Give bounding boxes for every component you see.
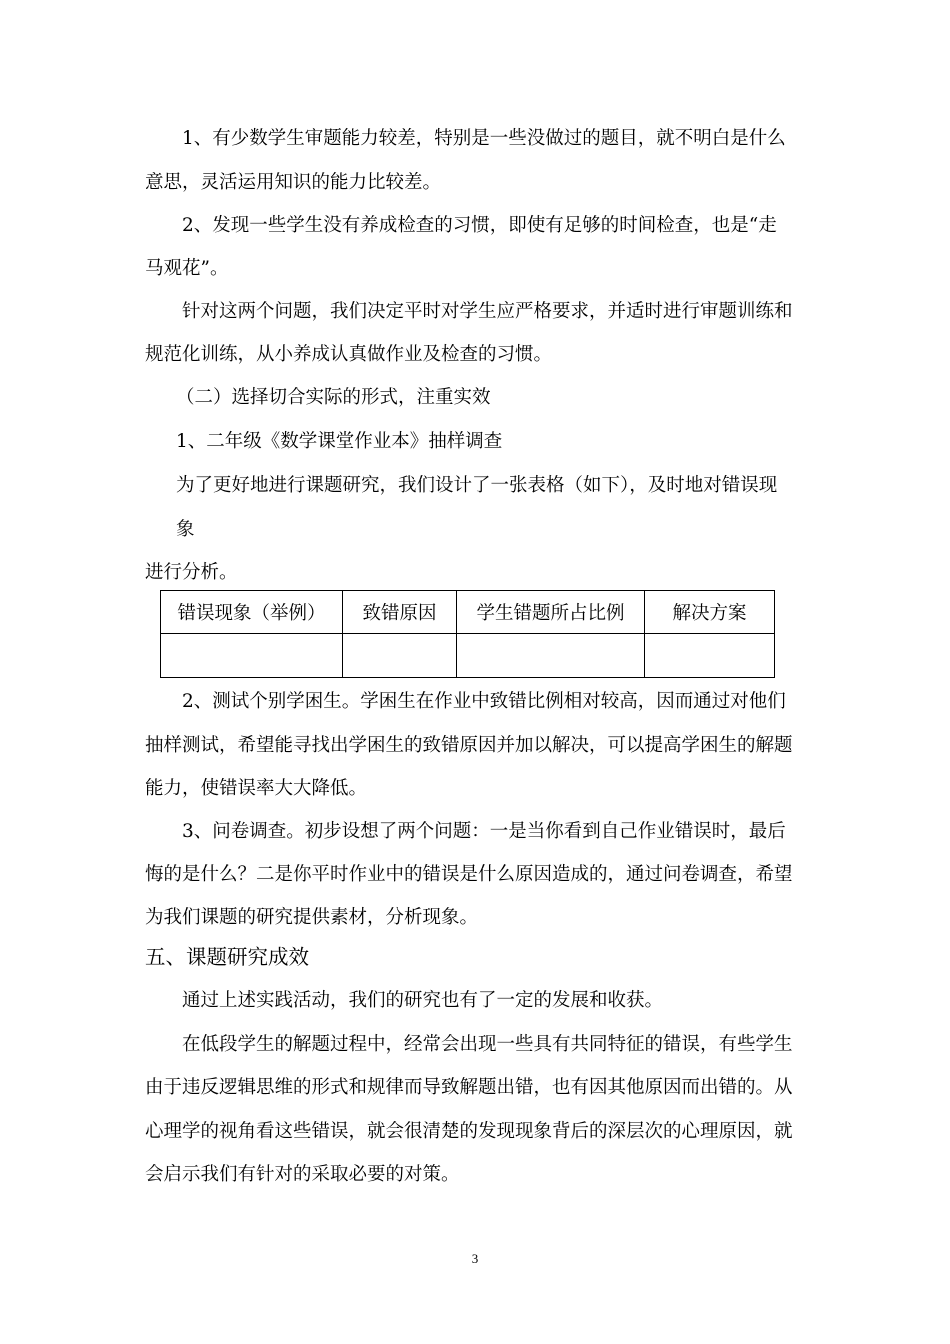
paragraph-line: 进行分析。 [145,562,238,583]
paragraph-line: 悔的是什么？二是你平时作业中的错误是什么原因造成的，通过问卷调查，希望 [145,864,793,885]
paragraph-line: 会启示我们有针对的采取必要的对策。 [145,1164,460,1185]
paragraph-line: 心理学的视角看这些错误，就会很清楚的发现现象背后的深层次的心理原因，就 [145,1121,793,1142]
paragraph-line: 规范化训练，从小养成认真做作业及检查的习惯。 [145,344,553,365]
table-cell [343,634,457,678]
paragraph-line: 1、二年级《数学课堂作业本》抽样调查 [176,431,503,452]
table-header-row [161,591,775,634]
paragraph-line: 能力，使错误率大大降低。 [145,778,368,799]
page-number: 3 [471,1251,479,1266]
paragraph-line: 2、发现一些学生没有养成检查的习惯，即使有足够的时间检查，也是“走 [182,215,777,236]
paragraph-line: 马观花”。 [145,258,229,279]
section-heading: 五、课题研究成效 [145,945,309,969]
table-cell [645,634,775,678]
paragraph-line: 3、问卷调查。初步设想了两个问题：一是当你看到自己作业错误时，最后 [182,821,786,842]
paragraph-line: 抽样测试，希望能寻找出学困生的致错原因并加以解决，可以提高学困生的解题 [145,735,793,756]
paragraph-line: 针对这两个问题，我们决定平时对学生应严格要求，并适时进行审题训练和 [182,301,793,322]
paragraph-line: 为我们课题的研究提供素材，分析现象。 [145,907,479,928]
error-analysis-table [160,590,775,678]
paragraph-line: 意思，灵活运用知识的能力比较差。 [145,172,442,193]
table-cell [161,634,343,678]
table-cell [457,634,645,678]
paragraph-line: 象 [176,519,195,540]
paragraph-line: 2、测试个别学困生。学困生在作业中致错比例相对较高，因而通过对他们 [182,691,786,712]
paragraph-line: 1、有少数学生审题能力较差，特别是一些没做过的题目，就不明白是什么 [182,128,786,149]
paragraph-line: 由于违反逻辑思维的形式和规律而导致解题出错，也有因其他原因而出错的。从 [145,1077,793,1098]
paragraph-line: 为了更好地进行课题研究，我们设计了一张表格（如下），及时地对错误现 [176,475,778,496]
paragraph-line: 通过上述实践活动，我们的研究也有了一定的发展和收获。 [182,990,664,1011]
table-header-cell: 解决方案 [645,591,775,634]
table-header-cell: 致错原因 [343,591,457,634]
table-header-cell: 错误现象（举例） [161,591,343,634]
table-row [161,634,775,678]
subsection-heading: （二）选择切合实际的形式，注重实效 [176,387,491,408]
table-header-cell: 学生错题所占比例 [457,591,645,634]
paragraph-line: 在低段学生的解题过程中，经常会出现一些具有共同特征的错误，有些学生 [182,1034,793,1055]
